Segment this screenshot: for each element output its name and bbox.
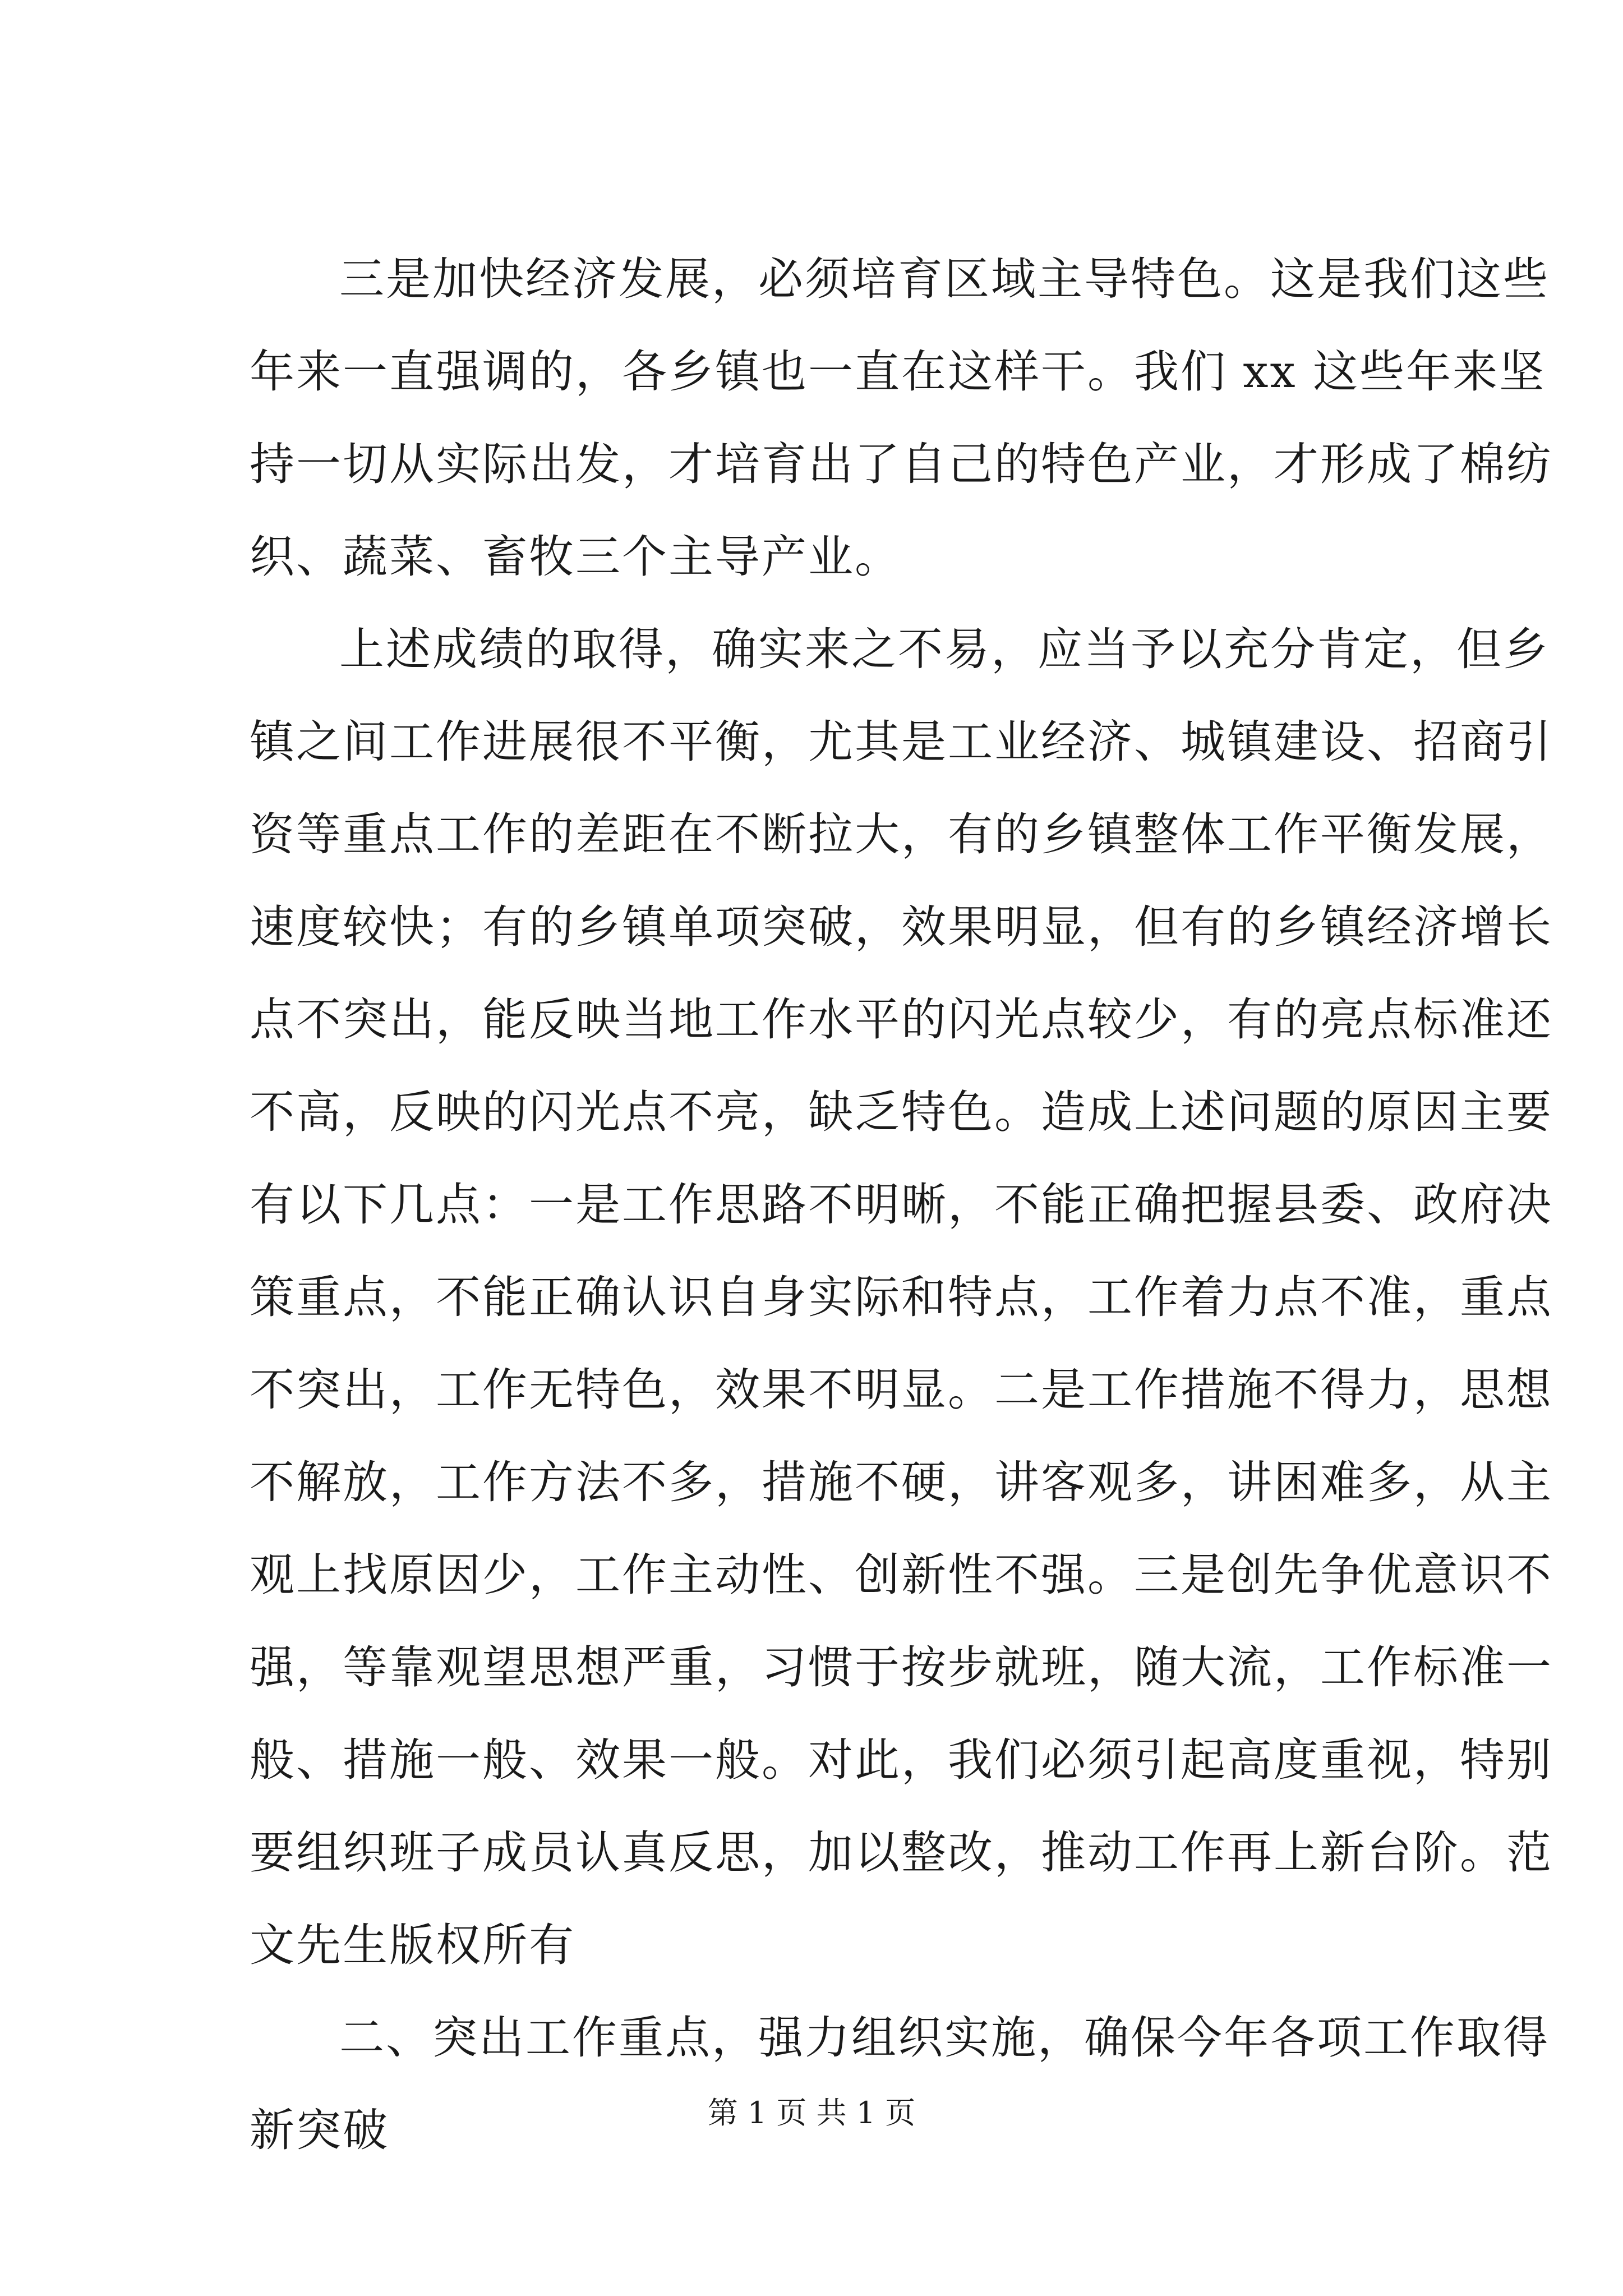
paragraph-2-line-3: 资等重点工作的差距在不断拉大，有的乡镇整体工作平衡发展， [250, 808, 1553, 861]
paragraph-2-line-4: 速度较快；有的乡镇单项突破，效果明显，但有的乡镇经济增长 [250, 901, 1553, 953]
paragraph-1-line-3: 持一切从实际出发，才培育出了自己的特色产业，才形成了棉纺 [250, 438, 1553, 490]
paragraph-2-line-5: 点不突出，能反映当地工作水平的闪光点较少，有的亮点标准还 [250, 993, 1553, 1046]
paragraph-2-line-10: 不解放，工作方法不多，措施不硬，讲客观多，讲困难多，从主 [250, 1456, 1553, 1508]
paragraph-2-line-13: 般、措施一般、效果一般。对此，我们必须引起高度重视，特别 [250, 1734, 1553, 1786]
paragraph-2-line-14: 要组织班子成员认真反思，加以整改，推动工作再上新台阶。范 [250, 1826, 1553, 1879]
paragraph-1-line-1: 三是加快经济发展，必须培育区域主导特色。这是我们这些 [339, 253, 1550, 305]
paragraph-2-line-7: 有以下几点：一是工作思路不明晰，不能正确把握县委、政府决 [250, 1179, 1553, 1231]
paragraph-2-line-15: 文先生版权所有 [250, 1919, 575, 1971]
paragraph-2-line-8: 策重点，不能正确认识自身实际和特点，工作着力点不准，重点 [250, 1271, 1553, 1323]
document-body [250, 233, 1553, 2177]
section-heading-line-2: 新突破 [250, 2104, 389, 2156]
page-number-footer: 第 1 页 共 1 页 [707, 2095, 916, 2131]
paragraph-1-line-2: 年来一直强调的，各乡镇也一直在这样干。我们 xx 这些年来坚 [250, 346, 1546, 398]
section-heading-line-1: 二、突出工作重点，强力组织实施，确保今年各项工作取得 [339, 2012, 1550, 2064]
paragraph-1-line-4: 织、蔬菜、畜牧三个主导产业。 [250, 531, 901, 583]
paragraph-2-line-6: 不高，反映的闪光点不亮，缺乏特色。造成上述问题的原因主要 [250, 1086, 1553, 1138]
paragraph-2-line-2: 镇之间工作进展很不平衡，尤其是工业经济、城镇建设、招商引 [250, 716, 1553, 768]
paragraph-2-line-1: 上述成绩的取得，确实来之不易，应当予以充分肯定，但乡 [339, 623, 1550, 675]
paragraph-2-line-11: 观上找原因少，工作主动性、创新性不强。三是创先争优意识不 [250, 1549, 1553, 1601]
paragraph-2-line-9: 不突出，工作无特色，效果不明显。二是工作措施不得力，思想 [250, 1364, 1553, 1416]
paragraph-2-line-12: 强，等靠观望思想严重，习惯于按步就班，随大流，工作标准一 [250, 1641, 1553, 1694]
